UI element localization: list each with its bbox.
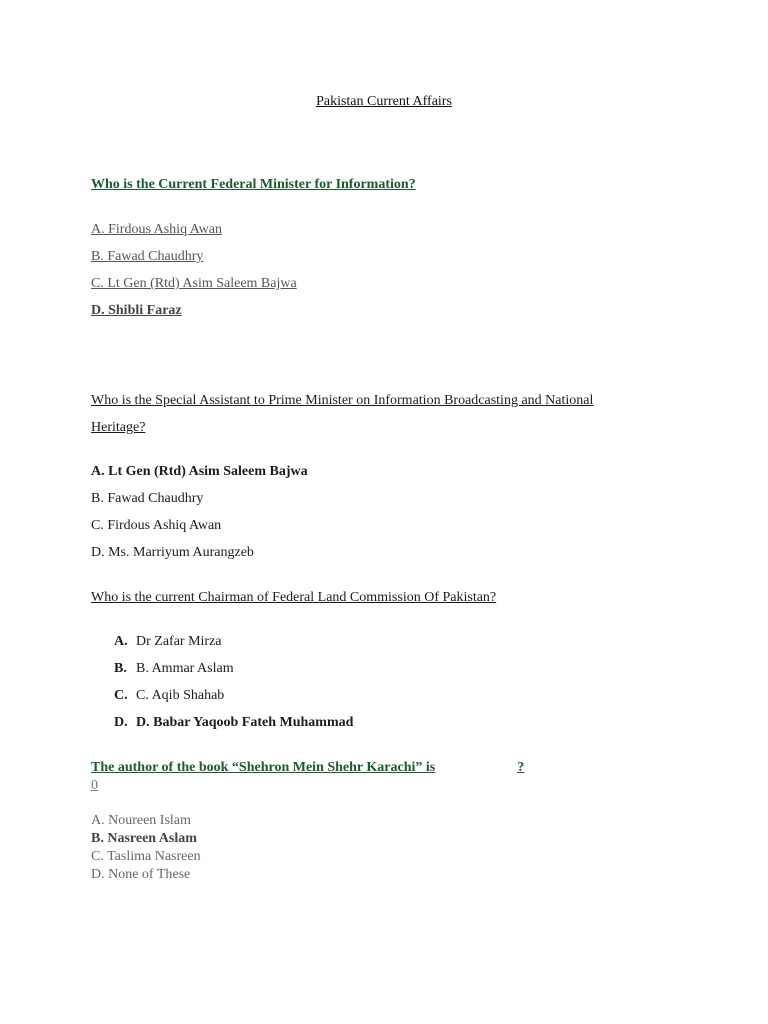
question-4-blank	[435, 760, 517, 776]
q2-option-d: D. Ms. Marriyum Aurangzeb	[91, 545, 254, 560]
question-2-line-1: Who is the Special Assistant to Prime Minister on Information Broadcasting and National	[91, 393, 594, 408]
q3-option-d-text: D. Babar Yaqoob Fateh Muhammad	[136, 715, 354, 730]
question-4-end: ?	[517, 760, 525, 775]
q3-option-c-text: C. Aqib Shahab	[136, 688, 225, 703]
q1-option-a: A. Firdous Ashiq Awan	[91, 222, 222, 237]
q2-option-a: A. Lt Gen (Rtd) Asim Saleem Bajwa	[91, 464, 308, 479]
q3-option-a-text: Dr Zafar Mirza	[136, 634, 222, 649]
q3-option-b	[114, 661, 234, 677]
q3-option-b-text: B. Ammar Aslam	[136, 661, 234, 676]
q4-option-a: A. Noureen Islam	[91, 813, 191, 828]
q4-option-c: C. Taslima Nasreen	[91, 849, 201, 864]
question-4	[91, 760, 524, 776]
question-1: Who is the Current Federal Minister for Information?	[91, 177, 416, 192]
question-3: Who is the current Chairman of Federal Land Commission Of Pakistan?	[91, 590, 497, 605]
q4-option-b: B. Nasreen Aslam	[91, 831, 197, 846]
q3-option-c	[114, 688, 224, 704]
q3-option-a-marker: A.	[114, 634, 128, 649]
q3-option-c-marker: C.	[114, 688, 128, 703]
q3-option-d-marker: D.	[114, 715, 128, 730]
q1-option-d: D. Shibli Faraz	[91, 303, 182, 318]
q3-option-b-marker: B.	[114, 661, 127, 676]
question-4-text: The author of the book “Shehron Mein Shehr Karachi” is	[91, 760, 436, 775]
q1-option-b: B. Fawad Chaudhry	[91, 249, 204, 264]
question-2-line-2: Heritage?	[91, 420, 146, 435]
q2-option-b: B. Fawad Chaudhry	[91, 491, 204, 506]
q3-option-d	[114, 715, 353, 731]
q3-option-a	[114, 634, 222, 650]
page-title: Pakistan Current Affairs	[316, 94, 452, 109]
q4-option-d: D. None of These	[91, 867, 191, 882]
q2-option-c: C. Firdous Ashiq Awan	[91, 518, 222, 533]
question-4-zero: 0	[91, 778, 98, 793]
q1-option-c: C. Lt Gen (Rtd) Asim Saleem Bajwa	[91, 276, 297, 291]
